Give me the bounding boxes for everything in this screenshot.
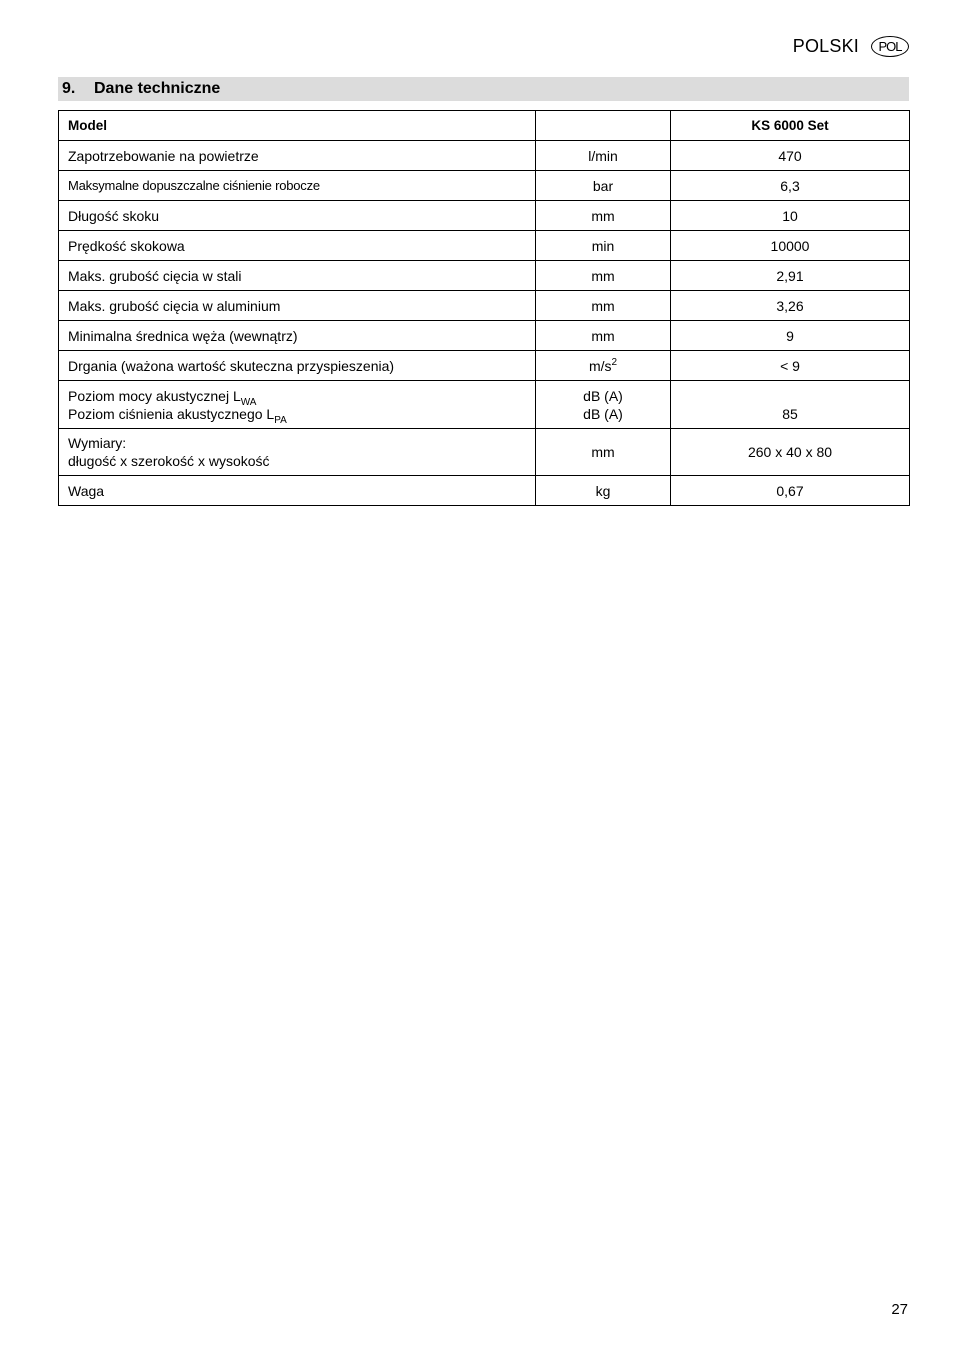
language-name: POLSKI xyxy=(792,36,859,56)
dimensions-labels xyxy=(59,429,536,476)
noise-labels xyxy=(59,381,536,429)
row-unit: mm xyxy=(536,429,671,476)
row-unit: bar xyxy=(536,171,671,201)
row-value: < 9 xyxy=(671,351,910,381)
row-label: Zapotrzebowanie na powietrze xyxy=(59,141,536,171)
row-unit: mm xyxy=(536,261,671,291)
sound-pressure-subscript: PA xyxy=(274,414,287,426)
row-label: Maks. grubość cięcia w aluminium xyxy=(59,291,536,321)
table-row xyxy=(59,231,910,261)
noise-row xyxy=(59,381,910,429)
technical-data-table xyxy=(58,110,910,506)
table-row xyxy=(59,321,910,351)
row-label: Maksymalne dopuszczalne ciśnienie robocze xyxy=(59,171,536,201)
row-value: 3,26 xyxy=(671,291,910,321)
sound-pressure-unit: dB (A) xyxy=(583,405,623,422)
noise-values xyxy=(671,381,910,429)
row-unit: mm xyxy=(536,291,671,321)
table-row xyxy=(59,291,910,321)
sound-pressure-value: 85 xyxy=(782,405,798,422)
sound-power-unit: dB (A) xyxy=(583,387,623,404)
section-heading xyxy=(58,77,909,101)
page-number: 27 xyxy=(891,1301,908,1318)
language-header xyxy=(793,36,909,57)
table-row xyxy=(59,171,910,201)
table-row xyxy=(59,261,910,291)
table-header-row xyxy=(59,111,910,141)
row-value: 9 xyxy=(671,321,910,351)
row-value: 0,67 xyxy=(671,476,910,506)
sound-power-value xyxy=(680,387,900,405)
language-badge: POL xyxy=(871,36,909,57)
row-unit: l/min xyxy=(536,141,671,171)
row-label: Waga xyxy=(59,476,536,506)
row-value: 6,3 xyxy=(671,171,910,201)
dimensions-sublabel: długość x szerokość x wysokość xyxy=(68,453,270,469)
row-label: Prędkość skokowa xyxy=(59,231,536,261)
header-model-name: KS 6000 Set xyxy=(671,111,910,141)
sound-pressure-text: Poziom ciśnienia akustycznego L xyxy=(68,405,275,422)
sound-power-label xyxy=(68,387,526,408)
row-label: Długość skoku xyxy=(59,201,536,231)
table-row xyxy=(59,201,910,231)
dimensions-label: Wymiary: xyxy=(68,435,127,451)
table-row xyxy=(59,351,910,381)
row-value: 2,91 xyxy=(671,261,910,291)
dimensions-row xyxy=(59,429,910,476)
table-row xyxy=(59,476,910,506)
row-label: Drgania (ważona wartość skuteczna przyspieszenia) xyxy=(59,351,536,381)
row-label: Maks. grubość cięcia w stali xyxy=(59,261,536,291)
sound-power-subscript: WA xyxy=(240,396,257,408)
row-unit: kg xyxy=(536,476,671,506)
noise-units xyxy=(536,381,671,429)
sound-power-text: Poziom mocy akustycznej L xyxy=(68,387,241,404)
row-unit xyxy=(536,351,671,381)
row-label: Minimalna średnica węża (wewnątrz) xyxy=(59,321,536,351)
header-unit xyxy=(536,111,671,141)
section-number: 9. xyxy=(62,80,76,97)
sound-pressure-label xyxy=(68,405,526,426)
unit-text: m/s xyxy=(588,357,612,374)
section-title: Dane techniczne xyxy=(94,80,221,97)
table-row xyxy=(59,141,910,171)
row-unit: mm xyxy=(536,201,671,231)
unit-superscript: 2 xyxy=(611,356,618,368)
row-value: 10000 xyxy=(671,231,910,261)
row-unit: mm xyxy=(536,321,671,351)
row-value: 10 xyxy=(671,201,910,231)
row-unit: min xyxy=(536,231,671,261)
row-value: 260 x 40 x 80 xyxy=(671,429,910,476)
row-value: 470 xyxy=(671,141,910,171)
header-model-label: Model xyxy=(59,111,536,141)
